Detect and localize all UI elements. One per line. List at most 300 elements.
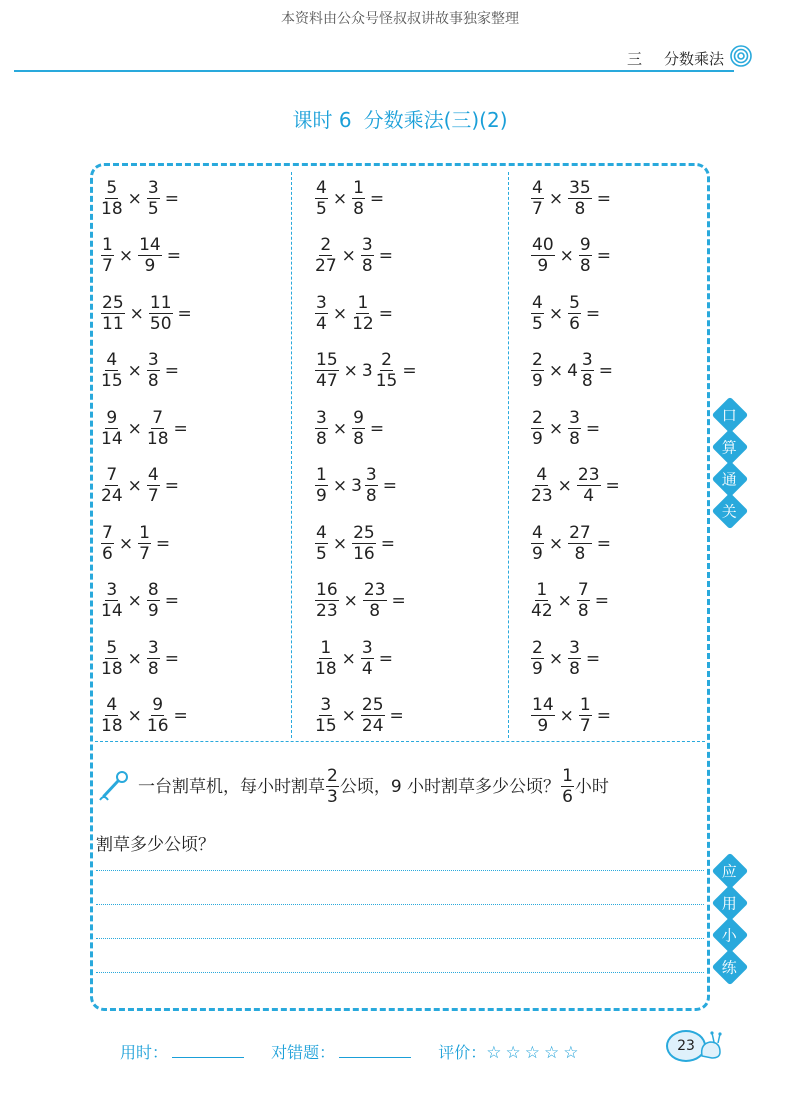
fraction bbox=[352, 407, 365, 449]
fraction bbox=[101, 177, 123, 219]
denominator: 4 bbox=[361, 658, 373, 679]
times-sign: × bbox=[557, 591, 572, 612]
denominator: 18 bbox=[101, 658, 123, 679]
fraction bbox=[352, 522, 376, 564]
equals-sign: = bbox=[585, 303, 601, 324]
microphone-icon bbox=[96, 770, 130, 804]
problem-item bbox=[100, 630, 196, 688]
numerator: 1 bbox=[320, 637, 332, 658]
denominator: 8 bbox=[569, 658, 580, 679]
problem-item bbox=[530, 343, 624, 401]
denominator: 8 bbox=[574, 543, 586, 564]
times-sign: × bbox=[129, 303, 144, 324]
rating-label: 评价： bbox=[438, 1043, 487, 1062]
denominator: 47 bbox=[316, 371, 338, 392]
fraction bbox=[568, 292, 581, 334]
numerator: 2 bbox=[532, 350, 543, 371]
fraction bbox=[365, 467, 378, 505]
problem-item bbox=[530, 630, 624, 688]
times-sign: × bbox=[127, 418, 142, 439]
numerator: 23 bbox=[363, 580, 386, 601]
numerator: 15 bbox=[316, 350, 338, 371]
fraction bbox=[581, 352, 594, 390]
equals-sign: = bbox=[605, 476, 620, 497]
times-sign: × bbox=[332, 303, 348, 324]
numerator: 40 bbox=[532, 235, 554, 256]
denominator: 5 bbox=[316, 198, 327, 219]
equals-sign: = bbox=[380, 533, 395, 554]
denominator: 23 bbox=[531, 486, 553, 507]
equals-sign: = bbox=[389, 706, 404, 727]
numerator: 3 bbox=[147, 350, 159, 371]
numerator: 3 bbox=[569, 407, 580, 428]
answer-line[interactable] bbox=[96, 938, 704, 939]
side-tab-char: 用 bbox=[712, 885, 749, 922]
numerator: 3 bbox=[569, 637, 580, 658]
numerator: 14 bbox=[139, 235, 161, 256]
denominator: 42 bbox=[531, 601, 553, 622]
swirl-icon bbox=[730, 45, 752, 67]
problem-item bbox=[100, 228, 196, 286]
denominator: 8 bbox=[577, 601, 589, 622]
denominator: 9 bbox=[532, 371, 543, 392]
word-problem bbox=[96, 758, 704, 874]
equals-sign: = bbox=[596, 533, 611, 554]
numerator: 7 bbox=[152, 407, 164, 428]
numerator: 3 bbox=[106, 580, 118, 601]
equals-sign: = bbox=[173, 706, 188, 727]
equals-sign: = bbox=[594, 591, 609, 612]
numerator: 2 bbox=[320, 235, 332, 256]
times-sign: × bbox=[548, 188, 564, 209]
problem-item bbox=[314, 458, 421, 516]
problem-item bbox=[314, 228, 421, 286]
problem-item bbox=[314, 285, 421, 343]
fraction bbox=[352, 292, 374, 334]
fraction bbox=[101, 582, 123, 620]
denominator: 5 bbox=[316, 543, 327, 564]
side-tab-char: 关 bbox=[712, 493, 749, 530]
footer bbox=[120, 1040, 582, 1063]
fraction bbox=[101, 352, 123, 390]
word-problem-text-4: 割草多少公顷？ bbox=[96, 835, 215, 855]
fraction bbox=[138, 237, 162, 275]
fraction bbox=[568, 522, 592, 564]
times-sign: × bbox=[548, 418, 564, 439]
column-divider bbox=[291, 172, 292, 738]
equals-sign: = bbox=[391, 591, 406, 612]
fraction bbox=[577, 582, 590, 620]
numerator: 1 bbox=[579, 695, 591, 716]
denominator: 6 bbox=[102, 543, 113, 564]
denominator: 9 bbox=[147, 601, 159, 622]
times-sign: × bbox=[127, 476, 142, 497]
times-sign: × bbox=[548, 533, 564, 554]
equals-sign: = bbox=[155, 533, 171, 554]
equals-sign: = bbox=[378, 648, 393, 669]
numerator: 35 bbox=[569, 177, 591, 198]
numerator: 7 bbox=[577, 580, 589, 601]
fraction bbox=[147, 467, 160, 505]
fraction bbox=[101, 292, 125, 334]
numerator: 5 bbox=[106, 177, 118, 198]
times-sign: × bbox=[332, 476, 348, 497]
times-sign: × bbox=[118, 246, 134, 267]
problem-item bbox=[314, 688, 421, 746]
times-sign: × bbox=[127, 591, 142, 612]
answer-line[interactable] bbox=[96, 972, 704, 973]
snail-icon bbox=[698, 1030, 724, 1060]
denominator: 8 bbox=[353, 198, 364, 219]
problem-item bbox=[100, 285, 196, 343]
fraction bbox=[361, 697, 385, 735]
denominator: 8 bbox=[353, 428, 364, 449]
section-number: 三 bbox=[626, 50, 642, 68]
denominator: 8 bbox=[574, 198, 586, 219]
fraction bbox=[138, 522, 151, 564]
numerator: 1 bbox=[357, 292, 369, 313]
fraction bbox=[579, 237, 592, 275]
page-number: 23 bbox=[666, 1030, 706, 1062]
fraction bbox=[315, 237, 337, 275]
whole-number: 4 bbox=[567, 361, 578, 382]
fraction bbox=[147, 582, 160, 620]
numerator: 9 bbox=[106, 407, 118, 428]
denominator: 9 bbox=[537, 256, 549, 277]
problem-item bbox=[530, 228, 624, 286]
fraction bbox=[147, 177, 160, 219]
fraction bbox=[361, 237, 374, 275]
numerator: 3 bbox=[581, 350, 593, 371]
denominator: 15 bbox=[101, 371, 123, 392]
fraction bbox=[531, 467, 553, 505]
equals-sign: = bbox=[596, 706, 611, 727]
fraction bbox=[531, 407, 544, 449]
whole-number: 3 bbox=[361, 361, 373, 382]
side-tab-oral-calc bbox=[717, 402, 743, 530]
problem-item bbox=[530, 573, 624, 631]
denominator: 9 bbox=[532, 428, 543, 449]
equals-sign: = bbox=[402, 361, 417, 382]
fraction bbox=[101, 637, 123, 679]
equals-sign: = bbox=[173, 418, 188, 439]
fraction bbox=[568, 637, 581, 679]
numerator: 25 bbox=[353, 522, 375, 543]
fraction bbox=[315, 292, 328, 334]
problem-item bbox=[100, 400, 196, 458]
equals-sign: = bbox=[164, 648, 179, 669]
denominator: 15 bbox=[375, 371, 398, 392]
side-tab-char: 算 bbox=[712, 429, 749, 466]
fraction bbox=[101, 522, 114, 564]
times-sign: × bbox=[332, 418, 348, 439]
numerator: 5 bbox=[106, 637, 118, 658]
numerator: 2 bbox=[532, 637, 543, 658]
numerator: 1 bbox=[139, 522, 150, 543]
equals-sign: = bbox=[598, 361, 613, 382]
numerator: 8 bbox=[147, 580, 159, 601]
numerator: 3 bbox=[320, 695, 332, 716]
denominator: 7 bbox=[579, 716, 591, 737]
problem-item bbox=[530, 458, 624, 516]
equals-sign: = bbox=[382, 476, 397, 497]
equals-sign: = bbox=[369, 418, 385, 439]
fraction bbox=[147, 352, 160, 390]
numerator: 2 bbox=[532, 407, 543, 428]
fraction bbox=[531, 237, 555, 275]
fraction bbox=[315, 177, 328, 219]
errors-label: 对错题： bbox=[271, 1043, 336, 1062]
numerator: 1 bbox=[536, 580, 548, 601]
numerator: 4 bbox=[316, 522, 327, 543]
fraction bbox=[531, 697, 555, 735]
numerator: 7 bbox=[102, 522, 113, 543]
denominator: 14 bbox=[101, 428, 123, 449]
denominator: 8 bbox=[569, 428, 580, 449]
fraction: $\frac{1}{6}$ bbox=[562, 766, 573, 807]
errors-blank[interactable] bbox=[339, 1057, 411, 1058]
denominator: 5 bbox=[147, 198, 159, 219]
denominator: 9 bbox=[316, 486, 327, 507]
numerator: 9 bbox=[579, 235, 591, 256]
times-sign: × bbox=[559, 706, 574, 727]
denominator: 11 bbox=[102, 313, 124, 334]
denominator: 9 bbox=[532, 543, 543, 564]
fraction bbox=[101, 697, 123, 735]
denominator: 6 bbox=[569, 313, 580, 334]
problem-item bbox=[530, 400, 624, 458]
problem-item bbox=[100, 573, 196, 631]
rating-stars[interactable]: ☆☆☆☆☆ bbox=[486, 1043, 583, 1063]
times-sign: × bbox=[557, 476, 572, 497]
numerator: 5 bbox=[569, 292, 580, 313]
problem-column-1 bbox=[100, 170, 196, 745]
section-name: 分数乘法 bbox=[663, 50, 724, 68]
fraction bbox=[579, 697, 592, 735]
equals-sign: = bbox=[378, 246, 393, 267]
equals-sign: = bbox=[166, 246, 181, 267]
denominator: 16 bbox=[146, 716, 169, 737]
denominator: 15 bbox=[315, 716, 337, 737]
equals-sign: = bbox=[164, 361, 179, 382]
times-sign: × bbox=[332, 533, 348, 554]
lesson-name: 分数乘法(三)(2) bbox=[363, 108, 508, 132]
numerator: 4 bbox=[532, 292, 543, 313]
equals-sign: = bbox=[596, 246, 611, 267]
denominator: 18 bbox=[315, 658, 337, 679]
numerator: 11 bbox=[149, 292, 172, 313]
whole-number: 3 bbox=[351, 476, 362, 497]
problem-item bbox=[100, 515, 196, 573]
problem-item bbox=[530, 515, 624, 573]
times-sign: × bbox=[343, 591, 358, 612]
equals-sign: = bbox=[369, 188, 385, 209]
times-sign: × bbox=[548, 303, 564, 324]
problem-item bbox=[100, 688, 196, 746]
fraction bbox=[363, 582, 387, 620]
problem-item bbox=[314, 515, 421, 573]
denominator: 7 bbox=[139, 543, 150, 564]
answer-line[interactable] bbox=[96, 870, 704, 871]
times-sign: × bbox=[127, 648, 142, 669]
numerator: 7 bbox=[106, 465, 118, 486]
times-sign: × bbox=[341, 706, 356, 727]
numerator: 2 bbox=[381, 350, 392, 371]
times-sign: × bbox=[332, 188, 348, 209]
denominator: 18 bbox=[101, 716, 123, 737]
equals-sign: = bbox=[164, 188, 179, 209]
side-tab-char: 小 bbox=[712, 917, 749, 954]
numerator: 25 bbox=[361, 695, 384, 716]
times-sign: × bbox=[341, 246, 356, 267]
fraction bbox=[531, 637, 544, 679]
numerator: 9 bbox=[353, 407, 364, 428]
numerator: 4 bbox=[532, 522, 543, 543]
word-problem-text-2: 公顷，9 小时割草多少公顷？ bbox=[339, 777, 561, 797]
time-blank[interactable] bbox=[172, 1057, 244, 1058]
numerator: 3 bbox=[361, 637, 373, 658]
equals-sign: = bbox=[164, 591, 179, 612]
problem-item bbox=[530, 285, 624, 343]
denominator: 8 bbox=[147, 658, 159, 679]
fraction bbox=[531, 177, 544, 219]
problem-item bbox=[314, 573, 421, 631]
fraction bbox=[361, 637, 374, 679]
denominator: 12 bbox=[352, 313, 374, 334]
fraction bbox=[531, 522, 544, 564]
fraction bbox=[149, 292, 173, 334]
times-sign: × bbox=[548, 361, 564, 382]
problem-item bbox=[314, 630, 421, 688]
word-problem-text-3: 小时 bbox=[574, 777, 609, 797]
numerator: 27 bbox=[569, 522, 591, 543]
problem-item bbox=[314, 170, 421, 228]
denominator: 8 bbox=[316, 428, 327, 449]
denominator: 9 bbox=[537, 716, 549, 737]
problem-column-2 bbox=[314, 170, 421, 745]
fraction bbox=[531, 582, 553, 620]
denominator: 8 bbox=[579, 256, 591, 277]
problem-item bbox=[314, 400, 421, 458]
equals-sign: = bbox=[585, 648, 601, 669]
numerator: 23 bbox=[577, 465, 600, 486]
numerator: 3 bbox=[316, 407, 327, 428]
denominator: 8 bbox=[147, 371, 159, 392]
denominator: 14 bbox=[101, 601, 123, 622]
times-sign: × bbox=[127, 188, 142, 209]
fraction bbox=[568, 407, 581, 449]
numerator: 3 bbox=[147, 177, 159, 198]
denominator: 50 bbox=[149, 313, 172, 334]
side-tab-char: 通 bbox=[712, 461, 749, 498]
times-sign: × bbox=[548, 648, 564, 669]
numerator: 1 bbox=[316, 465, 327, 486]
fraction bbox=[315, 467, 328, 505]
fraction bbox=[147, 637, 160, 679]
denominator: 7 bbox=[532, 198, 543, 219]
numerator: 25 bbox=[102, 292, 124, 313]
fraction: $\frac{2}{3}$ bbox=[327, 766, 338, 807]
denominator: 7 bbox=[147, 486, 159, 507]
denominator: 5 bbox=[532, 313, 543, 334]
equals-sign: = bbox=[177, 303, 192, 324]
numerator: 4 bbox=[106, 350, 118, 371]
denominator: 18 bbox=[146, 428, 169, 449]
side-tab-char: 应 bbox=[712, 853, 749, 890]
denominator: 7 bbox=[102, 256, 113, 277]
fraction bbox=[315, 637, 337, 679]
numerator: 4 bbox=[536, 465, 548, 486]
equals-sign: = bbox=[164, 476, 179, 497]
fraction bbox=[531, 352, 544, 390]
times-sign: × bbox=[127, 706, 142, 727]
problem-item bbox=[314, 343, 421, 401]
denominator: 9 bbox=[144, 256, 156, 277]
fraction bbox=[315, 522, 328, 564]
fraction bbox=[568, 177, 592, 219]
fraction bbox=[101, 467, 123, 505]
numerator: 3 bbox=[361, 235, 373, 256]
denominator: 9 bbox=[532, 658, 543, 679]
denominator: 24 bbox=[101, 486, 123, 507]
lesson-label: 课时 6 bbox=[292, 108, 352, 132]
numerator: 4 bbox=[532, 177, 543, 198]
fraction bbox=[147, 697, 169, 735]
fraction bbox=[352, 177, 365, 219]
denominator: 24 bbox=[361, 716, 384, 737]
denominator: 8 bbox=[365, 486, 377, 507]
problem-item bbox=[530, 170, 624, 228]
numerator: 3 bbox=[316, 292, 327, 313]
times-sign: × bbox=[341, 648, 356, 669]
equals-sign: = bbox=[596, 188, 611, 209]
denominator: 4 bbox=[583, 486, 595, 507]
denominator: 4 bbox=[316, 313, 327, 334]
numerator: 14 bbox=[532, 695, 554, 716]
time-label: 用时： bbox=[120, 1043, 169, 1062]
problem-item bbox=[100, 458, 196, 516]
word-problem-text-1: 一台割草机，每小时割草 bbox=[138, 777, 325, 797]
times-sign: × bbox=[343, 361, 358, 382]
problem-item bbox=[100, 170, 196, 228]
side-tab-char: 口 bbox=[712, 397, 749, 434]
side-tab-char: 练 bbox=[712, 949, 749, 986]
answer-line[interactable] bbox=[96, 904, 704, 905]
times-sign: × bbox=[118, 533, 134, 554]
fraction bbox=[315, 697, 337, 735]
problem-item bbox=[100, 343, 196, 401]
denominator: 8 bbox=[581, 371, 593, 392]
denominator: 27 bbox=[315, 256, 337, 277]
problem-column-3 bbox=[530, 170, 624, 745]
fraction bbox=[315, 582, 339, 620]
denominator: 16 bbox=[353, 543, 375, 564]
numerator: 3 bbox=[147, 637, 159, 658]
fraction bbox=[315, 352, 339, 390]
equals-sign: = bbox=[585, 418, 601, 439]
times-sign: × bbox=[127, 361, 142, 382]
denominator: 8 bbox=[361, 256, 373, 277]
fraction bbox=[531, 292, 544, 334]
section-header bbox=[605, 48, 724, 69]
denominator: 18 bbox=[101, 198, 123, 219]
fraction bbox=[101, 237, 114, 275]
fraction bbox=[315, 407, 328, 449]
numerator: 1 bbox=[102, 235, 113, 256]
numerator: 1 bbox=[353, 177, 364, 198]
denominator: 8 bbox=[369, 601, 381, 622]
fraction bbox=[101, 407, 123, 449]
